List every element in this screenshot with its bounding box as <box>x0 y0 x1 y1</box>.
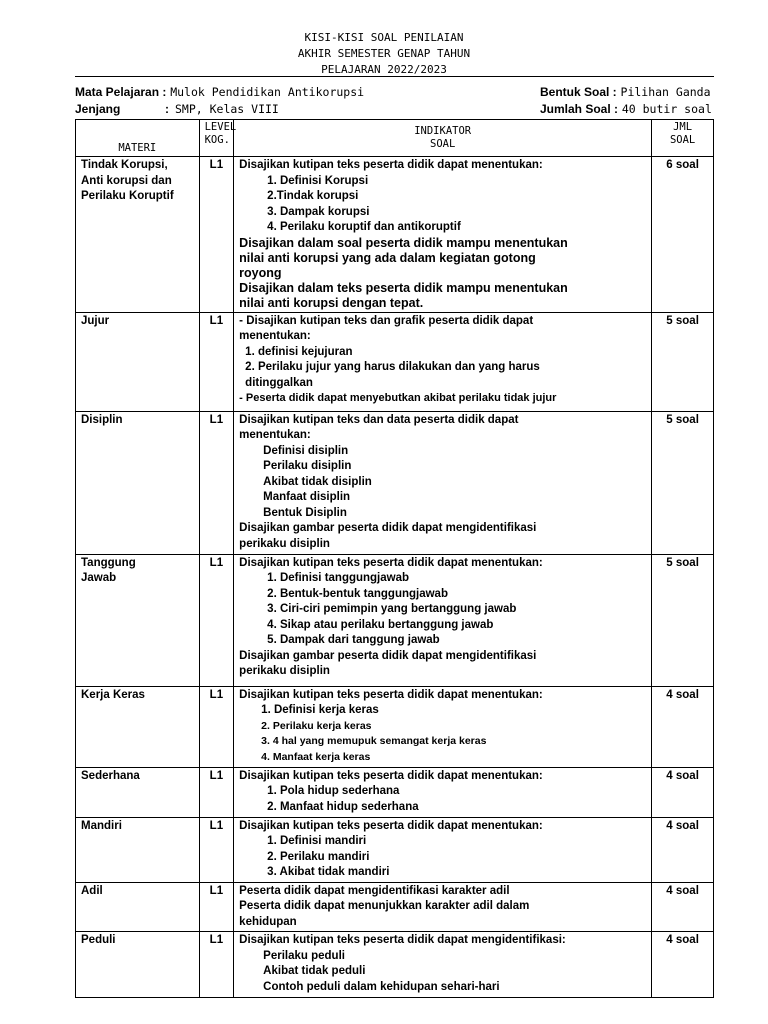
level-cell: L1 <box>199 312 234 411</box>
indikator-cell: - Disajikan kutipan teks dan grafik peserta didik dapat menentukan: 1. definisi kejujuran 2. Perilaku jujur yang harus dilakukan dan yang harus ditinggalkan - Peserta didik dapat menyebutkan akibat perilaku tidak jujur <box>234 312 652 411</box>
materi-cell: Peduli <box>76 932 200 998</box>
indikator-cell: Disajikan kutipan teks peserta didik dapat menentukan: 1. Definisi mandiri 2. Perilaku mandiri 3. Akibat tidak mandiri <box>234 817 652 882</box>
kisi-kisi-table <box>75 119 714 998</box>
level-label: Jenjang <box>75 102 121 116</box>
count-value: 40 butir soal <box>621 102 712 116</box>
col-header-materi: MATERI <box>76 120 200 157</box>
materi-cell: Jujur <box>76 312 200 411</box>
form-label: Bentuk Soal : <box>540 85 617 99</box>
subject-value: Mulok Pendidikan Antikorupsi <box>170 85 365 99</box>
count-label: Jumlah Soal : <box>540 102 619 116</box>
meta-row-2 <box>75 101 725 117</box>
jml-cell: 5 soal <box>652 312 714 411</box>
materi-cell: Mandiri <box>76 817 200 882</box>
level-value: SMP, Kelas VIII <box>175 102 279 116</box>
col-header-level: LEVEL KOG. <box>199 120 234 157</box>
materi-cell: Adil <box>76 882 200 932</box>
indikator-cell: Disajikan kutipan teks peserta didik dapat mengidentifikasi: Perilaku peduli Akibat tidak peduli Contoh peduli dalam kehidupan sehari-hari <box>234 932 652 998</box>
indikator-cell: Disajikan kutipan teks peserta didik dapat menentukan: 1. Pola hidup sederhana 2. Manfaat hidup sederhana <box>234 767 652 817</box>
meta-row-1 <box>75 84 725 100</box>
indikator-cell: Disajikan kutipan teks dan data peserta didik dapat menentukan: Definisi disiplin Perilaku disiplin Akibat tidak disiplin Manfaat disiplin Bentuk Disiplin Disajikan gambar peserta didik dapat mengidentifikasi perikaku disiplin <box>234 411 652 554</box>
header-divider <box>75 76 714 77</box>
jml-cell: 4 soal <box>652 767 714 817</box>
jml-cell: 4 soal <box>652 932 714 998</box>
jml-cell: 5 soal <box>652 411 714 554</box>
table-row <box>76 157 714 313</box>
indikator-cell: Disajikan kutipan teks peserta didik dapat menentukan: 1. Definisi tanggungjawab 2. Bentuk-bentuk tanggungjawab 3. Ciri-ciri pemimpin yang bertanggung jawab 4. Sikap atau perilaku bertanggung jawab 5. Dampak dari tanggung jawab Disajikan gambar peserta didik dapat mengidentifikasi perikaku disiplin <box>234 554 652 686</box>
level-cell: L1 <box>199 882 234 932</box>
table-header-row <box>76 120 714 157</box>
level-cell: L1 <box>199 554 234 686</box>
jml-cell: 4 soal <box>652 686 714 767</box>
materi-cell: Sederhana <box>76 767 200 817</box>
title-line-1: KISI-KISI SOAL PENILAIAN <box>304 31 464 44</box>
jml-cell: 4 soal <box>652 817 714 882</box>
materi-cell: Tindak Korupsi, Anti korupsi dan Perilaku Koruptif <box>76 157 200 313</box>
table-row <box>76 686 714 767</box>
level-cell: L1 <box>199 411 234 554</box>
table-row <box>76 882 714 932</box>
col-header-indikator: INDIKATOR SOAL <box>234 120 652 157</box>
subject-label: Mata Pelajaran : <box>75 85 167 99</box>
indikator-cell: Disajikan kutipan teks peserta didik dapat menentukan: 1. Definisi kerja keras 2. Perilaku kerja keras 3. 4 hal yang memupuk semangat kerja keras 4. Manfaat kerja keras <box>234 686 652 767</box>
col-header-jml: JML SOAL <box>652 120 714 157</box>
level-separator: : <box>165 102 169 116</box>
level-cell: L1 <box>199 932 234 998</box>
table-row <box>76 767 714 817</box>
title-line-3: PELAJARAN 2022/2023 <box>321 63 447 76</box>
table-row <box>76 817 714 882</box>
materi-cell: Disiplin <box>76 411 200 554</box>
jml-cell: 6 soal <box>652 157 714 313</box>
table-row <box>76 554 714 686</box>
jml-cell: 5 soal <box>652 554 714 686</box>
table-row <box>76 411 714 554</box>
form-value: Pilihan Ganda <box>620 85 711 99</box>
level-cell: L1 <box>199 157 234 313</box>
document-title <box>0 30 768 78</box>
level-cell: L1 <box>199 767 234 817</box>
level-cell: L1 <box>199 686 234 767</box>
indikator-cell: Disajikan kutipan teks peserta didik dapat menentukan: 1. Definisi Korupsi 2.Tindak korupsi 3. Dampak korupsi 4. Perilaku koruptif dan antikoruptif Disajikan dalam soal peserta didik mampu menentukan nilai anti korupsi yang ada dalam kegiatan gotong royong Disajikan dalam teks peserta didik mampu menentukan nilai anti korupsi dengan tepat. <box>234 157 652 313</box>
indikator-cell: Peserta didik dapat mengidentifikasi karakter adil Peserta didik dapat menunjukkan karakter adil dalam kehidupan <box>234 882 652 932</box>
materi-cell: Kerja Keras <box>76 686 200 767</box>
table-row <box>76 312 714 411</box>
level-cell: L1 <box>199 817 234 882</box>
table-row <box>76 932 714 998</box>
title-line-2: AKHIR SEMESTER GENAP TAHUN <box>297 47 471 60</box>
jml-cell: 4 soal <box>652 882 714 932</box>
materi-cell: Tanggung Jawab <box>76 554 200 686</box>
